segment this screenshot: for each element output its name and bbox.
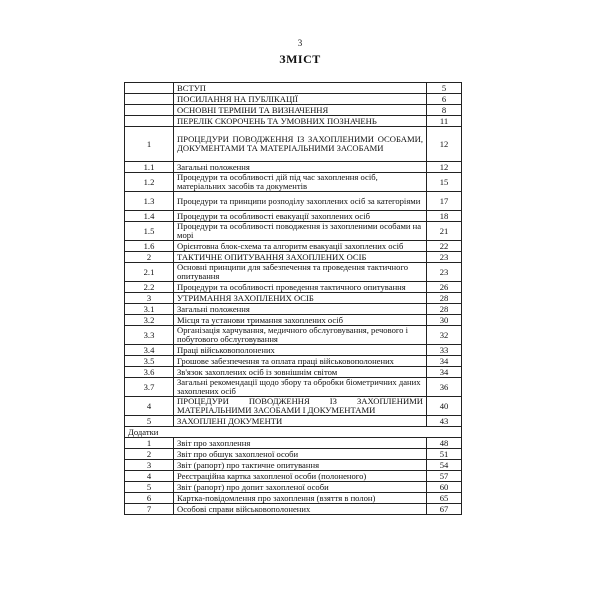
toc-number: 3.2	[125, 315, 174, 326]
toc-row	[125, 192, 462, 211]
toc-page: 43	[427, 416, 462, 427]
toc-row	[125, 345, 462, 356]
toc-page: 12	[427, 162, 462, 173]
toc-page: 60	[427, 482, 462, 493]
toc-number: 3.4	[125, 345, 174, 356]
toc-entry-text: Загальні положення	[174, 304, 427, 315]
toc-page: 5	[427, 83, 462, 94]
toc-number: 3.6	[125, 367, 174, 378]
toc-number	[125, 94, 174, 105]
toc-entry-text: Процедури та особливості евакуації захоплених осіб	[174, 211, 427, 222]
toc-row	[125, 241, 462, 252]
toc-page: 11	[427, 116, 462, 127]
toc-page: 8	[427, 105, 462, 116]
toc-page: 40	[427, 397, 462, 416]
toc-number: 7	[125, 504, 174, 515]
toc-page: 32	[427, 326, 462, 345]
toc-row	[125, 304, 462, 315]
toc-row	[125, 173, 462, 192]
toc-page: 57	[427, 471, 462, 482]
toc-entry-text: Процедури та особливості дій під час захоплення осіб, матеріальних засобів та документів	[174, 173, 427, 192]
toc-page: 23	[427, 252, 462, 263]
toc-row	[125, 83, 462, 94]
toc-page: 15	[427, 173, 462, 192]
toc-row	[125, 116, 462, 127]
toc-row	[125, 282, 462, 293]
toc-number: 4	[125, 397, 174, 416]
toc-number	[125, 105, 174, 116]
toc-entry-text: Процедури та особливості поводження із захопленими особами на морі	[174, 222, 427, 241]
toc-row	[125, 438, 462, 449]
toc-row	[125, 127, 462, 162]
toc-entry-text: Звіт про захоплення	[174, 438, 427, 449]
toc-page: 34	[427, 356, 462, 367]
toc-number: 1.5	[125, 222, 174, 241]
toc-entry-text: Організація харчування, медичного обслуговування, речового і побутового обслуговування	[174, 326, 427, 345]
toc-page: 54	[427, 460, 462, 471]
toc-row	[125, 493, 462, 504]
toc-entry-text: ПРОЦЕДУРИ ПОВОДЖЕННЯ ІЗ ЗАХОПЛЕНИМИ ОСОБАМИ, ДОКУМЕНТАМИ ТА МАТЕРІАЛЬНИМИ ЗАСОБАМИ	[174, 127, 427, 162]
toc-entry-text: ПОСИЛАННЯ НА ПУБЛІКАЦІЇ	[174, 94, 427, 105]
toc-page: 51	[427, 449, 462, 460]
toc-entry-text: Особові справи військовополонених	[174, 504, 427, 515]
toc-page: 36	[427, 378, 462, 397]
toc-row	[125, 326, 462, 345]
toc-number: 2	[125, 449, 174, 460]
toc-number: 3.5	[125, 356, 174, 367]
toc-entry-text: УТРИМАННЯ ЗАХОПЛЕНИХ ОСІБ	[174, 293, 427, 304]
toc-number: 1	[125, 438, 174, 449]
toc-row	[125, 367, 462, 378]
toc-entry-text: Грошове забезпечення та оплата праці військовополонених	[174, 356, 427, 367]
toc-entry-text: ВСТУП	[174, 83, 427, 94]
toc-number	[125, 116, 174, 127]
toc-row	[125, 397, 462, 416]
toc-entry-text: ЗАХОПЛЕНІ ДОКУМЕНТИ	[174, 416, 427, 427]
page-title: ЗМІСТ	[279, 52, 321, 66]
toc-row	[125, 263, 462, 282]
toc-number: 3	[125, 293, 174, 304]
appendix-label: Додатки	[125, 427, 462, 438]
toc-number: 2	[125, 252, 174, 263]
toc-number: 3.3	[125, 326, 174, 345]
toc-entry-text: ПРОЦЕДУРИ ПОВОДЖЕННЯ ІЗ ЗАХОПЛЕНИМИ МАТЕРІАЛЬНИМИ ЗАСОБАМИ І ДОКУМЕНТАМИ	[174, 397, 427, 416]
toc-row	[125, 378, 462, 397]
toc-entry-text: Праці військовополонених	[174, 345, 427, 356]
toc-page: 48	[427, 438, 462, 449]
toc-row	[125, 211, 462, 222]
toc-entry-text: Процедури та особливості проведення тактичного опитування	[174, 282, 427, 293]
toc-row	[125, 222, 462, 241]
toc-number: 6	[125, 493, 174, 504]
toc-entry-text: Реєстраційна картка захопленої особи (полоненого)	[174, 471, 427, 482]
toc-entry-text: Основні принципи для забезпечення та проведення тактичного опитування	[174, 263, 427, 282]
toc-number: 1.6	[125, 241, 174, 252]
toc-entry-text: Загальні положення	[174, 162, 427, 173]
toc-entry-text: Звіт про обшук захопленої особи	[174, 449, 427, 460]
toc-entry-text: Звіт (рапорт) про допит захопленої особи	[174, 482, 427, 493]
toc-entry-text: ТАКТИЧНЕ ОПИТУВАННЯ ЗАХОПЛЕНИХ ОСІБ	[174, 252, 427, 263]
toc-entry-text: ОСНОВНІ ТЕРМІНИ ТА ВИЗНАЧЕННЯ	[174, 105, 427, 116]
toc-row	[125, 449, 462, 460]
toc-number: 1.1	[125, 162, 174, 173]
toc-row	[125, 105, 462, 116]
toc-page: 26	[427, 282, 462, 293]
toc-entry-text: Місця та установи тримання захоплених осіб	[174, 315, 427, 326]
toc-row	[125, 416, 462, 427]
toc-row	[125, 356, 462, 367]
toc-entry-text: Звіт (рапорт) про тактичне опитування	[174, 460, 427, 471]
toc-row	[125, 460, 462, 471]
toc-number: 5	[125, 416, 174, 427]
toc-page: 65	[427, 493, 462, 504]
toc-page: 28	[427, 293, 462, 304]
toc-page: 30	[427, 315, 462, 326]
toc-row	[125, 471, 462, 482]
toc-entry-text: Зв'язок захоплених осіб із зовнішнім світом	[174, 367, 427, 378]
toc-number: 3.7	[125, 378, 174, 397]
toc-page: 67	[427, 504, 462, 515]
toc-row	[125, 482, 462, 493]
toc-number	[125, 83, 174, 94]
toc-row	[125, 162, 462, 173]
toc-page: 33	[427, 345, 462, 356]
toc-number: 3	[125, 460, 174, 471]
toc-page: 17	[427, 192, 462, 211]
toc-entry-text: Картка-повідомлення про захоплення (взяття в полон)	[174, 493, 427, 504]
toc-page: 23	[427, 263, 462, 282]
toc-row	[125, 94, 462, 105]
toc-entry-text: Загальні рекомендації щодо збору та обробки біометричних даних захоплених осіб	[174, 378, 427, 397]
toc-row	[125, 293, 462, 304]
toc-number: 4	[125, 471, 174, 482]
toc-row	[125, 504, 462, 515]
toc-page: 18	[427, 211, 462, 222]
toc-number: 1.3	[125, 192, 174, 211]
toc-number: 3.1	[125, 304, 174, 315]
toc-number: 1.4	[125, 211, 174, 222]
toc-number: 2.2	[125, 282, 174, 293]
toc-page: 12	[427, 127, 462, 162]
toc-page: 34	[427, 367, 462, 378]
toc-page: 28	[427, 304, 462, 315]
toc-number: 2.1	[125, 263, 174, 282]
toc-page: 22	[427, 241, 462, 252]
toc-page: 21	[427, 222, 462, 241]
toc-page: 6	[427, 94, 462, 105]
toc-entry-text: ПЕРЕЛІК СКОРОЧЕНЬ ТА УМОВНИХ ПОЗНАЧЕНЬ	[174, 116, 427, 127]
page-number: 3	[297, 38, 303, 48]
table-of-contents	[124, 82, 462, 515]
toc-number: 1.2	[125, 173, 174, 192]
toc-number: 1	[125, 127, 174, 162]
toc-row	[125, 252, 462, 263]
toc-number: 5	[125, 482, 174, 493]
toc-entry-text: Процедури та принципи розподілу захоплених осіб за категоріями	[174, 192, 427, 211]
toc-entry-text: Орієнтовна блок-схема та алгоритм евакуації захоплених осіб	[174, 241, 427, 252]
toc-row	[125, 315, 462, 326]
toc-appendix-label-row	[125, 427, 462, 438]
